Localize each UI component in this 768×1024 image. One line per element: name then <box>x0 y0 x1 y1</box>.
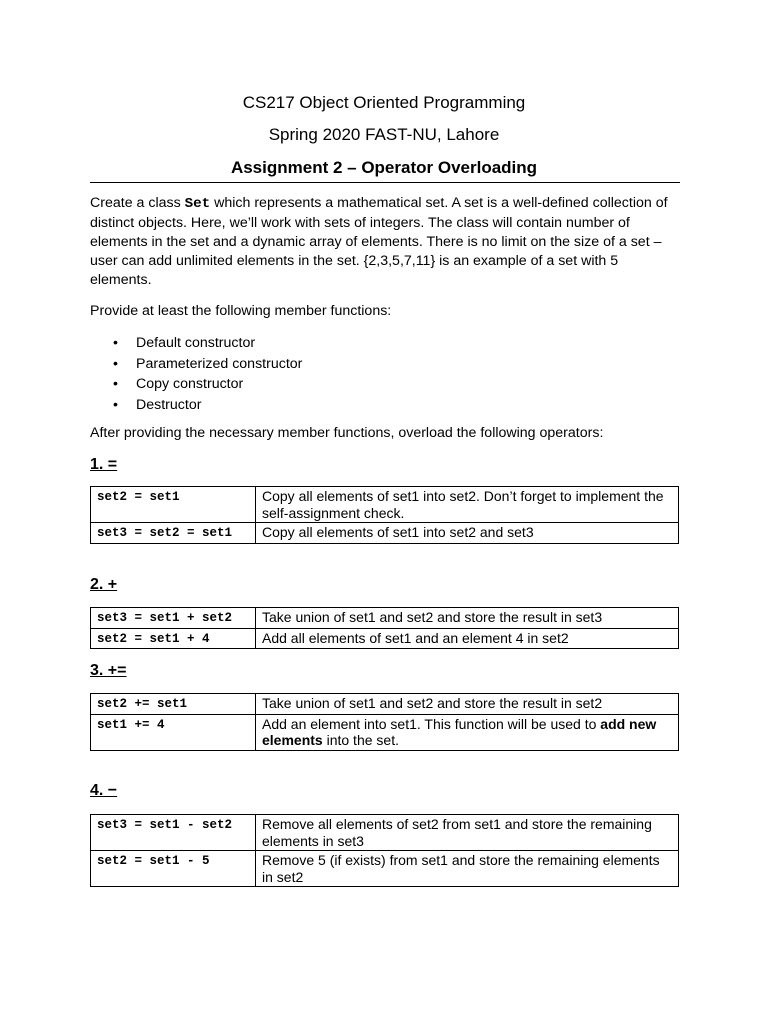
description-cell: Take union of set1 and set2 and store the result in set2 <box>256 694 679 715</box>
expression-cell: set3 = set1 + set2 <box>91 608 256 629</box>
section-heading-plus-equals: 3. += <box>90 662 127 679</box>
table-row <box>91 694 679 715</box>
description-cell <box>256 714 679 750</box>
expression-cell: set1 += 4 <box>91 714 256 750</box>
section-heading-assign: 1. = <box>90 456 118 473</box>
description-cell: Remove 5 (if exists) from set1 and store the remaining elements in set2 <box>256 851 679 887</box>
after-paragraph: After providing the necessary member functions, overload the following operators: <box>90 425 604 441</box>
expression-cell: set3 = set2 = set1 <box>91 523 256 544</box>
section-heading-minus: 4. − <box>90 782 118 799</box>
expression-cell: set2 = set1 - 5 <box>91 851 256 887</box>
intro-paragraph <box>90 194 680 290</box>
operator-table-assign <box>90 486 679 544</box>
description-cell: Copy all elements of set1 into set2 and set3 <box>256 523 679 544</box>
table-row <box>91 608 679 629</box>
operator-table-minus <box>90 814 679 887</box>
description-emphasis: add new elements <box>262 715 657 748</box>
description-cell: Remove all elements of set2 from set1 and store the remaining elements in set3 <box>256 815 679 851</box>
provide-paragraph: Provide at least the following member functions: <box>90 303 392 319</box>
intro-pre: Create a class <box>90 195 185 211</box>
list-item: • Default constructor <box>113 333 302 354</box>
description-text: Add an element into set1. This function will be used to <box>262 715 601 732</box>
expression-cell: set2 = set1 <box>91 487 256 523</box>
expression-cell: set2 = set1 + 4 <box>91 628 256 649</box>
table-row <box>91 815 679 851</box>
description-cell: Take union of set1 and set2 and store the result in set3 <box>256 608 679 629</box>
expression-cell: set3 = set1 - set2 <box>91 815 256 851</box>
table-row <box>91 628 679 649</box>
table-row <box>91 851 679 887</box>
table-row <box>91 714 679 750</box>
course-title: CS217 Object Oriented Programming <box>242 93 526 112</box>
description-text: into the set. <box>322 732 399 748</box>
operator-table-plus <box>90 607 679 649</box>
table-row <box>91 487 679 523</box>
operator-table-plus-equals <box>90 693 679 751</box>
table-row <box>91 523 679 544</box>
expression-cell: set2 += set1 <box>91 694 256 715</box>
list-item: • Parameterized constructor <box>113 354 302 375</box>
list-item: • Destructor <box>113 395 302 416</box>
section-heading-plus: 2. + <box>90 576 118 593</box>
term-title: Spring 2020 FAST-NU, Lahore <box>268 125 500 144</box>
list-item: • Copy constructor <box>113 374 302 395</box>
member-function-list <box>113 333 302 415</box>
intro-post: which represents a mathematical set. A set is a well-defined collection of distinct objects. Here, we’ll work with sets of integers. The class will contain number of elements in the set and a dynamic array of elements. There is no limit on the size of a set – user can add unlimited elements in the set. {2,3,5,7,11} is an example of a set with 5 elements. <box>90 195 668 288</box>
description-cell: Copy all elements of set1 into set2. Don’t forget to implement the self-assignment check. <box>256 487 679 523</box>
class-name: Set <box>184 196 211 212</box>
title-divider <box>90 182 680 183</box>
description-cell: Add all elements of set1 and an element 4 in set2 <box>256 628 679 649</box>
assignment-title: Assignment 2 – Operator Overloading <box>230 158 538 177</box>
